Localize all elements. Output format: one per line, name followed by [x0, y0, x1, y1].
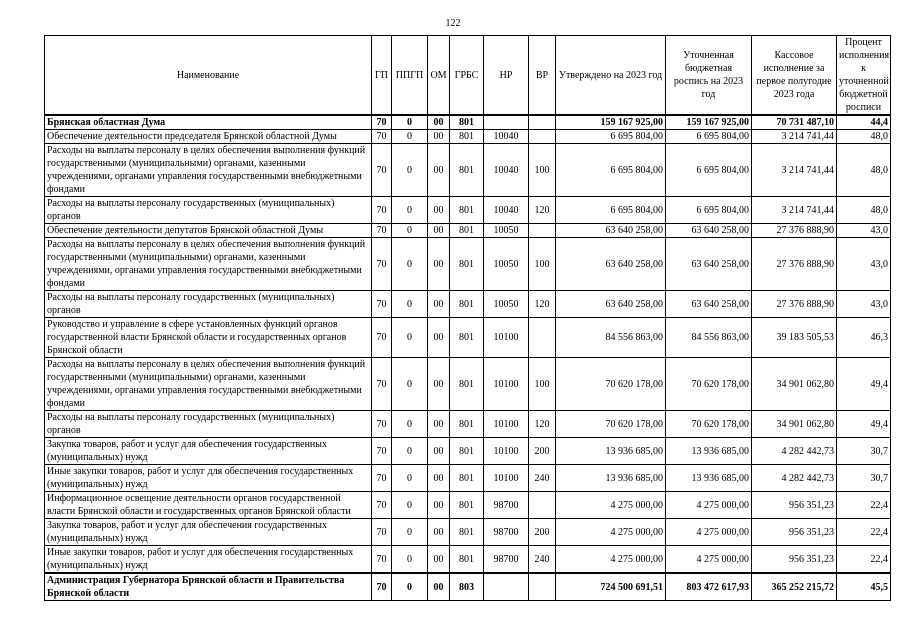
cell-ppgp: 0	[392, 438, 428, 465]
cell-percent: 48,0	[837, 130, 891, 144]
header-approved: Утверждено на 2023 год	[556, 36, 666, 116]
cell-gp: 70	[372, 519, 392, 546]
cell-approved: 6 695 804,00	[556, 130, 666, 144]
cell-name: Администрация Губернатора Брянской области и Правительства Брянской области	[45, 573, 372, 601]
cell-name: Закупка товаров, работ и услуг для обеспечения государственных (муниципальных) нужд	[45, 519, 372, 546]
cell-om: 00	[428, 238, 450, 291]
cell-name: Расходы на выплаты персоналу в целях обеспечения выполнения функций государственными (муниципальными) органами, казенными учреждениями, органами управления государственными внебюджетными фондами	[45, 238, 372, 291]
table-row	[45, 238, 891, 291]
cell-name: Расходы на выплаты персоналу в целях обеспечения выполнения функций государственными (муниципальными) органами, казенными учреждениями, органами управления государственными внебюджетными фондами	[45, 144, 372, 197]
cell-cash: 3 214 741,44	[752, 144, 837, 197]
table-row	[45, 546, 891, 574]
cell-approved: 63 640 258,00	[556, 238, 666, 291]
cell-grbs: 801	[450, 411, 484, 438]
cell-gp: 70	[372, 197, 392, 224]
table-row	[45, 144, 891, 197]
cell-gp: 70	[372, 318, 392, 358]
page-number: 122	[445, 18, 461, 29]
cell-ppgp: 0	[392, 519, 428, 546]
cell-grbs: 801	[450, 358, 484, 411]
cell-grbs: 801	[450, 238, 484, 291]
cell-np: 98700	[484, 519, 529, 546]
cell-gp: 70	[372, 546, 392, 574]
cell-np: 10100	[484, 438, 529, 465]
cell-name: Обеспечение деятельности депутатов Брянской областной Думы	[45, 224, 372, 238]
cell-ppgp: 0	[392, 291, 428, 318]
cell-gp: 70	[372, 291, 392, 318]
cell-approved: 4 275 000,00	[556, 546, 666, 574]
cell-np	[484, 115, 529, 130]
cell-refined: 4 275 000,00	[666, 492, 752, 519]
cell-np: 10100	[484, 465, 529, 492]
cell-om: 00	[428, 197, 450, 224]
cell-refined: 63 640 258,00	[666, 238, 752, 291]
cell-refined: 4 275 000,00	[666, 519, 752, 546]
cell-refined: 63 640 258,00	[666, 291, 752, 318]
cell-cash: 27 376 888,90	[752, 238, 837, 291]
table-body	[45, 115, 891, 601]
cell-grbs: 801	[450, 130, 484, 144]
cell-percent: 49,4	[837, 358, 891, 411]
cell-approved: 724 500 691,51	[556, 573, 666, 601]
cell-om: 00	[428, 144, 450, 197]
cell-refined: 6 695 804,00	[666, 197, 752, 224]
cell-approved: 70 620 178,00	[556, 411, 666, 438]
cell-cash: 956 351,23	[752, 546, 837, 574]
cell-ppgp: 0	[392, 130, 428, 144]
table-row	[45, 130, 891, 144]
cell-om: 00	[428, 573, 450, 601]
cell-approved: 70 620 178,00	[556, 358, 666, 411]
cell-vr	[529, 573, 556, 601]
cell-np: 10040	[484, 130, 529, 144]
cell-gp: 70	[372, 238, 392, 291]
cell-ppgp: 0	[392, 318, 428, 358]
cell-refined: 159 167 925,00	[666, 115, 752, 130]
cell-refined: 70 620 178,00	[666, 358, 752, 411]
cell-vr	[529, 318, 556, 358]
cell-name: Расходы на выплаты персоналу государственных (муниципальных) органов	[45, 197, 372, 224]
cell-np: 98700	[484, 546, 529, 574]
cell-gp: 70	[372, 115, 392, 130]
cell-grbs: 801	[450, 144, 484, 197]
header-np: НР	[484, 36, 529, 116]
cell-approved: 6 695 804,00	[556, 144, 666, 197]
cell-om: 00	[428, 519, 450, 546]
cell-grbs: 801	[450, 318, 484, 358]
cell-om: 00	[428, 318, 450, 358]
header-percent: Процент исполнения к уточненной бюджетной росписи	[837, 36, 891, 116]
cell-percent: 48,0	[837, 144, 891, 197]
cell-vr	[529, 224, 556, 238]
cell-ppgp: 0	[392, 358, 428, 411]
cell-vr: 120	[529, 197, 556, 224]
cell-vr: 240	[529, 546, 556, 574]
cell-name: Обеспечение деятельности председателя Брянской областной Думы	[45, 130, 372, 144]
cell-percent: 30,7	[837, 438, 891, 465]
cell-name: Руководство и управление в сфере установленных функций органов государственной власти Брянской области и государственных органов Брянской области	[45, 318, 372, 358]
cell-name: Расходы на выплаты персоналу в целях обеспечения выполнения функций государственными (муниципальными) органами, казенными учреждениями, органами управления государственными внебюджетными фондами	[45, 358, 372, 411]
cell-np: 98700	[484, 492, 529, 519]
cell-cash: 34 901 062,80	[752, 358, 837, 411]
cell-gp: 70	[372, 465, 392, 492]
cell-np: 10050	[484, 224, 529, 238]
header-cash: Кассовое исполнение за первое полугодие 2023 года	[752, 36, 837, 116]
cell-refined: 70 620 178,00	[666, 411, 752, 438]
cell-vr	[529, 130, 556, 144]
cell-percent: 22,4	[837, 492, 891, 519]
cell-gp: 70	[372, 411, 392, 438]
cell-om: 00	[428, 115, 450, 130]
cell-gp: 70	[372, 224, 392, 238]
cell-vr: 200	[529, 438, 556, 465]
table-row	[45, 465, 891, 492]
cell-percent: 43,0	[837, 238, 891, 291]
cell-grbs: 801	[450, 197, 484, 224]
cell-ppgp: 0	[392, 411, 428, 438]
cell-om: 00	[428, 492, 450, 519]
table-row	[45, 573, 891, 601]
table-row	[45, 438, 891, 465]
table-row	[45, 492, 891, 519]
header-grbs: ГРБС	[450, 36, 484, 116]
cell-approved: 4 275 000,00	[556, 492, 666, 519]
cell-cash: 4 282 442,73	[752, 465, 837, 492]
cell-vr	[529, 492, 556, 519]
cell-name: Брянская областная Дума	[45, 115, 372, 130]
cell-cash: 956 351,23	[752, 492, 837, 519]
cell-gp: 70	[372, 492, 392, 519]
cell-approved: 13 936 685,00	[556, 465, 666, 492]
cell-om: 00	[428, 546, 450, 574]
table-row	[45, 291, 891, 318]
cell-gp: 70	[372, 130, 392, 144]
cell-ppgp: 0	[392, 238, 428, 291]
table-header-row	[45, 36, 891, 116]
cell-approved: 84 556 863,00	[556, 318, 666, 358]
cell-name: Расходы на выплаты персоналу государственных (муниципальных) органов	[45, 291, 372, 318]
header-vr: ВР	[529, 36, 556, 116]
cell-ppgp: 0	[392, 197, 428, 224]
cell-cash: 956 351,23	[752, 519, 837, 546]
cell-vr: 100	[529, 238, 556, 291]
cell-refined: 13 936 685,00	[666, 465, 752, 492]
table-row	[45, 197, 891, 224]
budget-table	[44, 35, 891, 601]
cell-vr	[529, 115, 556, 130]
cell-vr: 240	[529, 465, 556, 492]
cell-vr: 200	[529, 519, 556, 546]
cell-grbs: 801	[450, 438, 484, 465]
cell-name: Информационное освещение деятельности органов государственной власти Брянской области и государственных органов Брянской области	[45, 492, 372, 519]
cell-approved: 13 936 685,00	[556, 438, 666, 465]
table-row	[45, 519, 891, 546]
cell-ppgp: 0	[392, 573, 428, 601]
cell-om: 00	[428, 411, 450, 438]
header-refined: Уточненная бюджетная роспись на 2023 год	[666, 36, 752, 116]
cell-np	[484, 573, 529, 601]
cell-grbs: 801	[450, 115, 484, 130]
cell-np: 10050	[484, 238, 529, 291]
cell-vr: 100	[529, 144, 556, 197]
cell-np: 10040	[484, 144, 529, 197]
table-row	[45, 411, 891, 438]
cell-percent: 45,5	[837, 573, 891, 601]
cell-om: 00	[428, 358, 450, 411]
cell-grbs: 801	[450, 465, 484, 492]
cell-name: Иные закупки товаров, работ и услуг для обеспечения государственных (муниципальных) нужд	[45, 465, 372, 492]
cell-vr: 100	[529, 358, 556, 411]
cell-om: 00	[428, 224, 450, 238]
cell-refined: 63 640 258,00	[666, 224, 752, 238]
cell-percent: 22,4	[837, 546, 891, 574]
cell-grbs: 801	[450, 291, 484, 318]
cell-refined: 13 936 685,00	[666, 438, 752, 465]
header-om: ОМ	[428, 36, 450, 116]
table-row	[45, 318, 891, 358]
cell-cash: 3 214 741,44	[752, 197, 837, 224]
cell-np: 10100	[484, 318, 529, 358]
cell-ppgp: 0	[392, 465, 428, 492]
header-gp: ГП	[372, 36, 392, 116]
cell-np: 10050	[484, 291, 529, 318]
cell-gp: 70	[372, 144, 392, 197]
cell-ppgp: 0	[392, 492, 428, 519]
cell-np: 10040	[484, 197, 529, 224]
cell-cash: 3 214 741,44	[752, 130, 837, 144]
cell-cash: 27 376 888,90	[752, 224, 837, 238]
cell-refined: 6 695 804,00	[666, 144, 752, 197]
table-row	[45, 224, 891, 238]
cell-name: Иные закупки товаров, работ и услуг для обеспечения государственных (муниципальных) нужд	[45, 546, 372, 574]
cell-cash: 27 376 888,90	[752, 291, 837, 318]
cell-percent: 46,3	[837, 318, 891, 358]
cell-percent: 22,4	[837, 519, 891, 546]
cell-grbs: 801	[450, 546, 484, 574]
cell-om: 00	[428, 465, 450, 492]
cell-cash: 70 731 487,10	[752, 115, 837, 130]
cell-gp: 70	[372, 573, 392, 601]
cell-cash: 34 901 062,80	[752, 411, 837, 438]
cell-ppgp: 0	[392, 224, 428, 238]
cell-grbs: 801	[450, 492, 484, 519]
table-row	[45, 358, 891, 411]
cell-grbs: 803	[450, 573, 484, 601]
cell-om: 00	[428, 130, 450, 144]
cell-percent: 43,0	[837, 224, 891, 238]
cell-name: Закупка товаров, работ и услуг для обеспечения государственных (муниципальных) нужд	[45, 438, 372, 465]
cell-grbs: 801	[450, 224, 484, 238]
cell-ppgp: 0	[392, 546, 428, 574]
cell-approved: 159 167 925,00	[556, 115, 666, 130]
cell-om: 00	[428, 291, 450, 318]
cell-name: Расходы на выплаты персоналу государственных (муниципальных) органов	[45, 411, 372, 438]
cell-cash: 39 183 505,53	[752, 318, 837, 358]
cell-np: 10100	[484, 411, 529, 438]
cell-ppgp: 0	[392, 144, 428, 197]
cell-refined: 4 275 000,00	[666, 546, 752, 574]
cell-approved: 63 640 258,00	[556, 224, 666, 238]
table-row	[45, 115, 891, 130]
cell-refined: 803 472 617,93	[666, 573, 752, 601]
header-name: Наименование	[45, 36, 372, 116]
cell-vr: 120	[529, 291, 556, 318]
cell-np: 10100	[484, 358, 529, 411]
cell-vr: 120	[529, 411, 556, 438]
cell-refined: 6 695 804,00	[666, 130, 752, 144]
cell-refined: 84 556 863,00	[666, 318, 752, 358]
cell-om: 00	[428, 438, 450, 465]
cell-percent: 44,4	[837, 115, 891, 130]
cell-approved: 63 640 258,00	[556, 291, 666, 318]
cell-percent: 43,0	[837, 291, 891, 318]
cell-gp: 70	[372, 358, 392, 411]
cell-cash: 4 282 442,73	[752, 438, 837, 465]
cell-percent: 49,4	[837, 411, 891, 438]
cell-approved: 4 275 000,00	[556, 519, 666, 546]
cell-gp: 70	[372, 438, 392, 465]
cell-approved: 6 695 804,00	[556, 197, 666, 224]
cell-grbs: 801	[450, 519, 484, 546]
cell-percent: 48,0	[837, 197, 891, 224]
cell-ppgp: 0	[392, 115, 428, 130]
cell-percent: 30,7	[837, 465, 891, 492]
cell-cash: 365 252 215,72	[752, 573, 837, 601]
header-ppgp: ППГП	[392, 36, 428, 116]
